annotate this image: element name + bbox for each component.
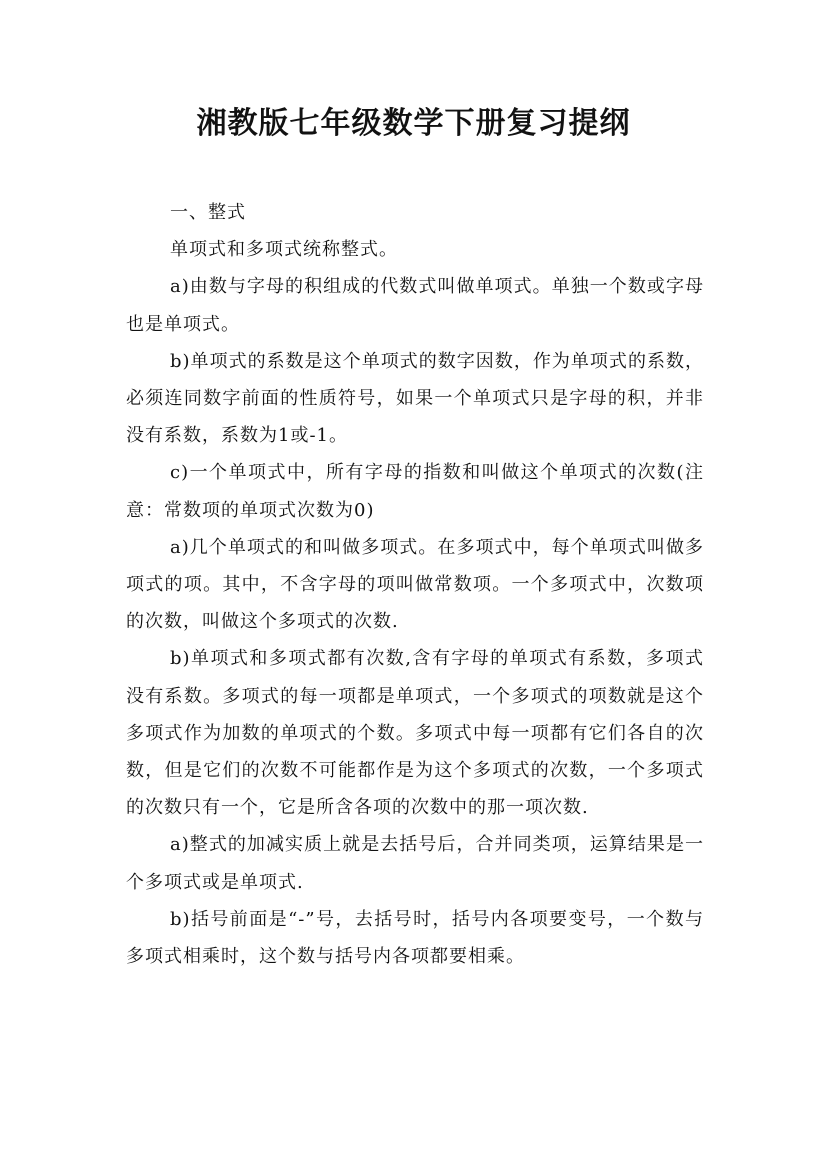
paragraph: c)一个单项式中，所有字母的指数和叫做这个单项式的次数(注意：常数项的单项式次数为0) [126, 462, 704, 521]
paragraph: 单项式和多项式统称整式。 [170, 239, 398, 261]
paragraph: b)单项式和多项式都有次数,含有字母的单项式有系数，多项式没有系数。多项式的每一项都是单项式，一个多项式的项数就是这个多项式作为加数的单项式的个数。多项式中每一项都有它们各自的次数，但是它们的次数不可能都作是为这个多项式的次数，一个多项式的次数只有一个，它是所含各项的次数中的那一项次数. [126, 648, 704, 819]
paragraph: b)单项式的系数是这个单项式的数字因数，作为单项式的系数，必须连同数字前面的性质符号，如果一个单项式只是字母的积，并非没有系数，系数为1或-1。 [126, 350, 704, 447]
paragraph: a)几个单项式的和叫做多项式。在多项式中，每个单项式叫做多项式的项。其中，不含字母的项叫做常数项。一个多项式中，次数项的次数，叫做这个多项式的次数. [126, 536, 704, 633]
paragraph: a)由数与字母的积组成的代数式叫做单项式。单独一个数或字母也是单项式。 [126, 276, 704, 335]
section-heading: 一、整式 [170, 202, 246, 223]
paragraph: a)整式的加减实质上就是去括号后，合并同类项，运算结果是一个多项式或是单项式. [126, 834, 704, 893]
paragraph: b)括号前面是“-”号，去括号时，括号内各项要变号，一个数与多项式相乘时，这个数与括号内各项都要相乘。 [126, 908, 704, 968]
document-title: 湘教版七年级数学下册复习提纲 [196, 106, 631, 141]
document-body [126, 194, 704, 975]
